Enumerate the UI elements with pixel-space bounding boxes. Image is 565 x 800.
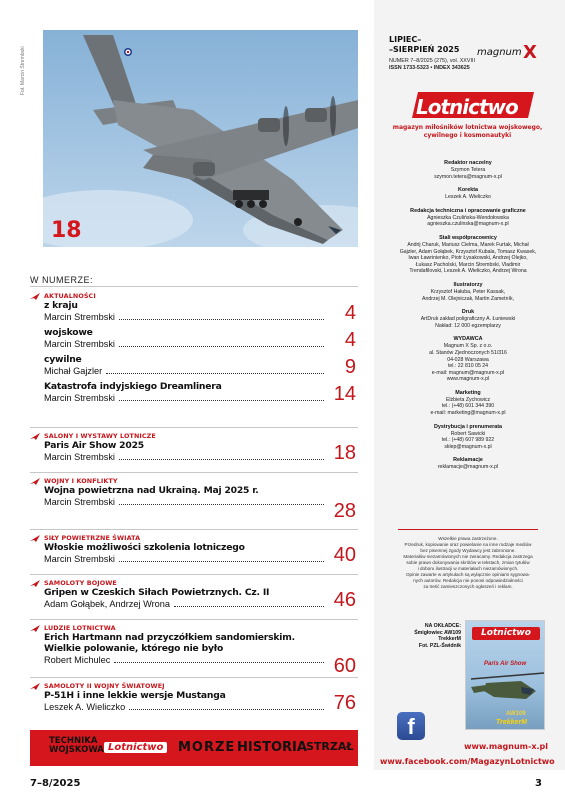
entry-title: z kraju [44, 300, 78, 311]
plane-icon [30, 535, 40, 542]
svg-text:X: X [523, 42, 537, 60]
entry-author: Marcin Strembski [44, 554, 115, 564]
entry-page: 46 [333, 589, 356, 611]
issue-date: LIPIEC– –SIERPIEŃ 2025 [389, 35, 460, 54]
facebook-icon[interactable]: f [397, 712, 425, 740]
toc-section-wars [30, 477, 358, 525]
plane-icon [30, 580, 40, 587]
brand-strzal[interactable]: STRZAŁ [306, 740, 354, 753]
entry-author: Leszek A. Wieliczko [44, 702, 126, 712]
entry-author: Marcin Strembski [44, 497, 115, 507]
plane-icon [30, 683, 40, 690]
entry-title: Paris Air Show 2025 [44, 440, 144, 451]
toc-divider [30, 427, 358, 428]
section-label: SIŁY POWIETRZNE ŚWIATA [30, 534, 358, 542]
section-label: WOJNY I KONFLIKTY [30, 477, 358, 485]
toc-section-shows [30, 432, 358, 467]
toc-entry[interactable] [30, 542, 358, 569]
editorial-staff: Redaktor naczelny Szymon Tetera szymon.tetera@magnum-x.pl Korekta Leszek A. Wieliczko Redakcja techniczna i opracowanie graficzne Agnieszka Czulińska-Wendołowska agnieszka.czulinska@magnum-x.pl Stali współpracownicy Andrij Charuk, Mariusz Cielma, Marek Furtak, Michał Gajzler, Adam Gołąbek, Krzysztof Kubala, Tomasz Kwasek, Iwan Ławrinienko, Piotr Łysakowski, Andrzej Olejko, Łukasz Pacholski, Marcin Strembski, Vladimir Trendafilovski, Leszek A. Wieliczko, Andrzej Wrona Ilustratorzy Krzysztof Hałuba, Peter Kassak, Andrzej M. Olejniczak, Martin Zametník, Druk ArtDruk zakład poligraficzny A. Łuniewski Nakład: 12 000 egzemplarzy WYDAWCA Magnum X Sp. z o.o. al. Stanów Zjednoczonych 51/316 04-028 Warszawa tel.: 22 810 05 24 e-mail: magnum@magnum-x.pl www.magnum-x.pl Marketing Elżbieta Zychowicz tel.: (+48) 601 344 390 e-mail: marketing@magnum-x.pl Dystrybucja i prenumerata Robert Sawicki tel.: (+48) 607 989 922 sklep@magnum-x.pl Reklamacje reklamacje@magnum-x.pl [399, 160, 537, 471]
brand-technika-wojskowa[interactable]: TECHNIKA WOJSKOWA [49, 736, 104, 755]
svg-text:magnum: magnum [477, 47, 522, 58]
entry-page: 4 [344, 329, 356, 351]
entry-title: Wojna powietrzna nad Ukrainą. Maj 2025 r. [44, 485, 259, 496]
entry-page: 14 [333, 383, 356, 405]
entry-page: 60 [333, 655, 356, 677]
toc-divider [30, 529, 358, 530]
toc-entry[interactable] [30, 485, 358, 525]
entry-title: Erich Hartmann nad przyczółkiem sandomierskim. Wielkie polowanie, którego nie było [44, 632, 295, 654]
plane-icon [30, 625, 40, 632]
section-label: SALONY I WYSTAWY LOTNICZE [30, 432, 358, 440]
mini-cover-logo: Lotnictwo [472, 627, 540, 640]
brand-lotnictwo[interactable]: Lotnictwo [104, 742, 167, 753]
entry-title: Gripen w Czeskich Siłach Powietrznych. Cz. II [44, 587, 270, 598]
toc-divider [30, 619, 358, 620]
toc-entry[interactable] [30, 690, 358, 717]
entry-page: 9 [344, 356, 356, 378]
entry-page: 4 [344, 302, 356, 324]
mini-cover-title: TrekkerM [496, 719, 528, 726]
section-label: SAMOLOTY II WOJNY ŚWIATOWEJ [30, 682, 358, 690]
section-label: SAMOLOTY BOJOWE [30, 579, 358, 587]
airplane-illustration [43, 30, 358, 247]
entry-title: wojskowe [44, 327, 93, 338]
toc-divider [30, 574, 358, 575]
entry-author: Michał Gajzler [44, 366, 103, 376]
toc-entry[interactable] [30, 381, 358, 408]
entry-author: Marcin Strembski [44, 312, 115, 322]
website-link[interactable]: www.magnum-x.pl [464, 742, 548, 751]
magnum-x-logo [477, 42, 545, 60]
section-label: AKTUALNOŚCI [30, 292, 358, 300]
photo-page-number: 18 [51, 218, 82, 243]
toc-section-combat [30, 579, 358, 614]
issue-info: NUMER 7–8/2025 (275), vol. XXVIII ISSN 1733-5323 • INDEX 343625 [389, 58, 475, 71]
entry-title: cywilne [44, 354, 82, 365]
entry-author: Marcin Strembski [44, 393, 115, 403]
toc-section-news [30, 292, 358, 408]
footer-page-number: 3 [535, 778, 542, 789]
copyright-notice: Wszelkie prawa zastrzeżone. Przedruk, kopiowanie oraz powielanie na inne rodzaje mediów bez pisemnej zgody Wydawcy jest zabronione. Materiałów niezamówionych nie zwracamy. Redakcja zastrzega sobie prawo dokonywania skrótów w tekstach, zmian tytułów i doboru ilustracji w materiałach niezamówionych. Opinie zawarte w artykułach są wyłącznie opiniami sygnowa- nych autorów. Redakcja nie ponosi odpowiedzialności za treść zamieszczonych ogłoszeń i reklam. [403, 536, 533, 589]
entry-title: P-51H i inne lekkie wersje Mustanga [44, 690, 226, 701]
toc-section-people [30, 624, 358, 680]
toc-entry[interactable] [30, 587, 358, 614]
toc-entry[interactable] [30, 632, 358, 680]
toc-entry[interactable] [30, 300, 358, 327]
entry-author: Marcin Strembski [44, 339, 115, 349]
facebook-link[interactable]: www.facebook.com/MagazynLotnictwo [380, 757, 555, 766]
entry-author: Adam Gołąbek, Andrzej Wrona [44, 599, 170, 609]
rights-divider [398, 529, 538, 530]
entry-title: Włoskie możliwości szkolenia lotniczego [44, 542, 245, 553]
toc-section-airforces [30, 534, 358, 569]
entry-page: 28 [333, 500, 356, 522]
entry-page: 40 [333, 544, 356, 566]
toc-entry[interactable] [30, 440, 358, 467]
toc-entry[interactable] [30, 327, 358, 354]
mini-cover-headline: Paris Air Show [484, 661, 527, 667]
lotnictwo-logo-text: Lotnictwo [416, 95, 518, 119]
cover-photo [43, 30, 358, 247]
entry-author: Robert Michulec [44, 655, 111, 665]
cover-caption: NA OKŁADCE: Śmigłowiec AW109 TrekkerM Fot. PZL-Świdnik [414, 623, 461, 649]
entry-author: Marcin Strembski [44, 452, 115, 462]
plane-icon [30, 293, 40, 300]
cover-thumbnail[interactable] [465, 620, 545, 730]
toc-divider [30, 286, 358, 287]
toc-entry[interactable] [30, 354, 358, 381]
brand-morze[interactable]: MORZE [178, 740, 236, 755]
toc-heading: W NUMERZE: [30, 275, 93, 285]
toc-divider [30, 472, 358, 473]
entry-title: Katastrofa indyjskiego Dreamlinera [44, 381, 222, 392]
photo-credit: Fot. Marcin Strembski [20, 46, 26, 95]
brand-historia[interactable]: HISTORIA [237, 740, 307, 755]
entry-page: 18 [333, 442, 356, 464]
toc-divider [30, 677, 358, 678]
footer-issue: 7–8/2025 [30, 778, 81, 789]
magazine-tagline: magazyn miłośników lotnictwa wojskowego, cywilnego i kosmonautyki [392, 124, 543, 139]
mini-cover-subline: AW109 [506, 711, 526, 717]
plane-icon [30, 433, 40, 440]
entry-page: 76 [333, 692, 356, 714]
plane-icon [30, 478, 40, 485]
section-label: LUDZIE LOTNICTWA [30, 624, 358, 632]
toc-section-ww2 [30, 682, 358, 717]
